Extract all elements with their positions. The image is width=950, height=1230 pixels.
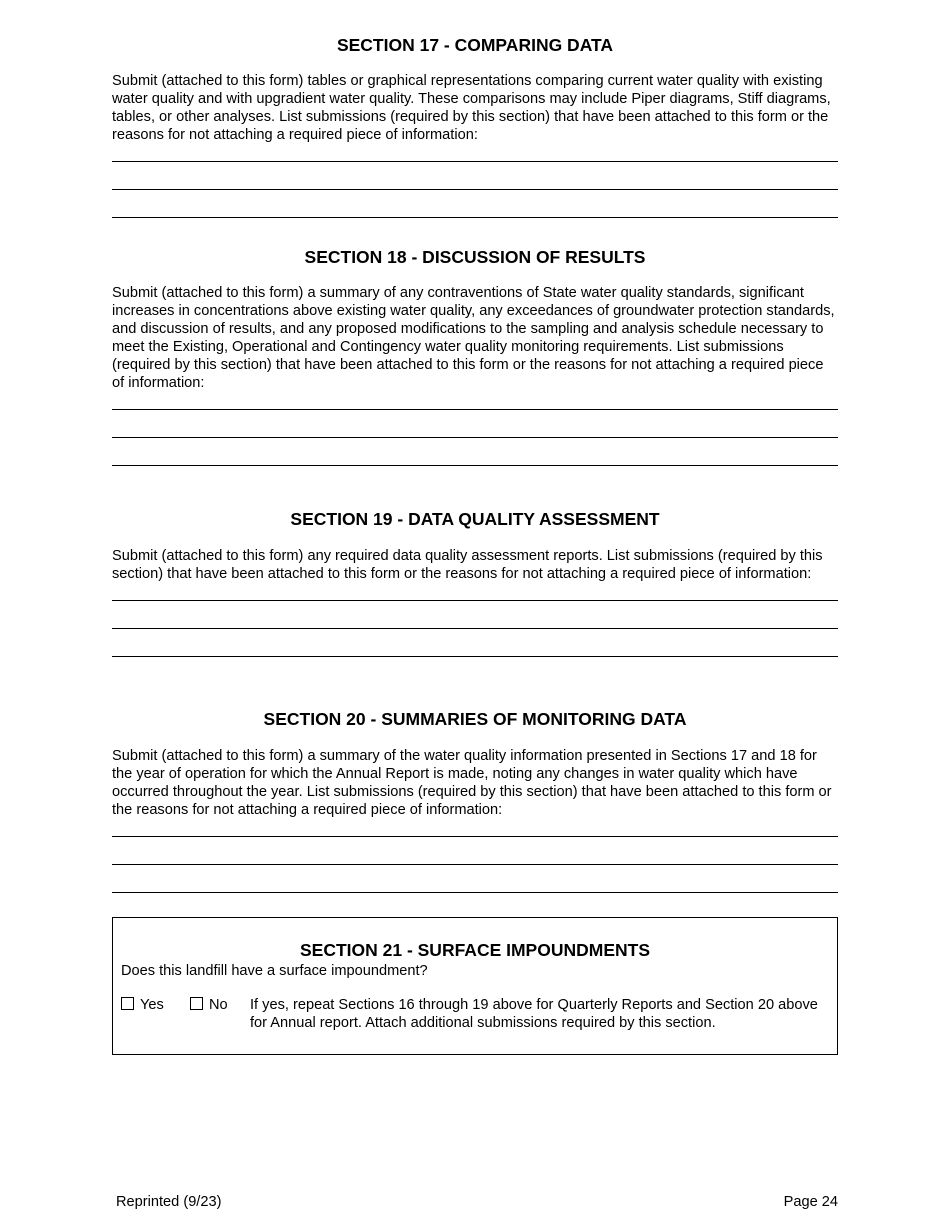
no-checkbox[interactable]	[190, 997, 203, 1010]
section-17-body: Submit (attached to this form) tables or graphical representations comparing current water quality with existing water quality and with upgradient water quality. These comparisons may include Piper diagrams, Stiff diagrams, tables, or other analyses. List submissions (required by this section) that have been attached to this form or the reasons for not attaching a required piece of information:	[112, 73, 831, 143]
section-17-title: SECTION 17 - COMPARING DATA	[336, 35, 614, 55]
answer-line[interactable]	[112, 217, 838, 218]
section-21-question: Does this landfill have a surface impoundment?	[121, 963, 428, 979]
section-19-body: Submit (attached to this form) any required data quality assessment reports. List submissions (required by this section) that have been attached to this form or the reasons for not attaching a required piece of information:	[112, 548, 823, 582]
section-18	[112, 246, 838, 466]
answer-line[interactable]	[112, 600, 838, 601]
section-20	[112, 708, 838, 893]
answer-line[interactable]	[112, 656, 838, 657]
answer-line[interactable]	[112, 892, 838, 893]
answer-line[interactable]	[112, 409, 838, 410]
yes-option[interactable]	[121, 996, 164, 1014]
section-19-title: SECTION 19 - DATA QUALITY ASSESSMENT	[290, 509, 660, 529]
section-19	[112, 508, 838, 657]
answer-line[interactable]	[112, 836, 838, 837]
section-18-body: Submit (attached to this form) a summary of any contraventions of State water quality standards, significant increases in concentrations above existing water quality, any exceedances of groundwater protection standards, and discussion of results, and any proposed modifications to the sampling and analysis schedule necessary to meet the Existing, Operational and Contingency water quality monitoring requirements. List submissions (required by this section) that have been attached to this form or the reasons for not attaching a required piece of information:	[112, 285, 835, 391]
answer-line[interactable]	[112, 437, 838, 438]
yes-checkbox[interactable]	[121, 997, 134, 1010]
section-21-title: SECTION 21 - SURFACE IMPOUNDMENTS	[299, 940, 651, 960]
section-21-box	[112, 917, 838, 1055]
yes-label: Yes	[140, 997, 164, 1013]
section-21-instruction: If yes, repeat Sections 16 through 19 above for Quarterly Reports and Section 20 above for Annual report. Attach additional submissions required by this section.	[250, 997, 818, 1031]
answer-line[interactable]	[112, 465, 838, 466]
no-label: No	[209, 997, 228, 1013]
answer-line[interactable]	[112, 161, 838, 162]
section-20-title: SECTION 20 - SUMMARIES OF MONITORING DATA	[263, 709, 687, 729]
section-20-body: Submit (attached to this form) a summary of the water quality information presented in Sections 17 and 18 for the year of operation for which the Annual Report is made, noting any changes in water quality which have occurred throughout the year. List submissions (required by this section) that have been attached to this form or the reasons for not attaching a required piece of information:	[112, 748, 832, 818]
answer-line[interactable]	[112, 628, 838, 629]
section-17	[112, 34, 838, 218]
footer-page-number: Page 24	[783, 1194, 838, 1210]
section-18-title: SECTION 18 - DISCUSSION OF RESULTS	[304, 247, 646, 267]
answer-line[interactable]	[112, 189, 838, 190]
footer-reprint-date: Reprinted (9/23)	[116, 1194, 222, 1210]
answer-line[interactable]	[112, 864, 838, 865]
no-option[interactable]	[190, 996, 228, 1014]
